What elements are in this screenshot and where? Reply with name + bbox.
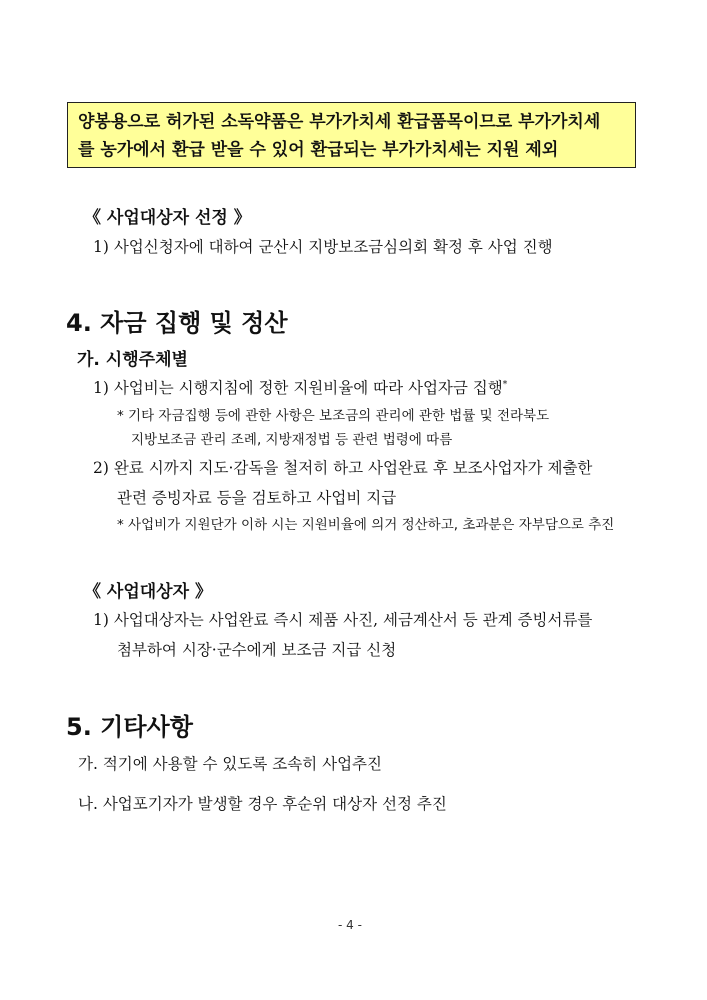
note-1-line-1: * 기타 자금집행 등에 관한 사항은 보조금의 관리에 관한 법률 및 전라북도 xyxy=(117,408,550,424)
footnote-mark: * xyxy=(502,379,508,390)
section-5-item-ga: 가. 적기에 사용할 수 있도록 조속히 사업추진 xyxy=(78,755,383,773)
section-4-item-2-line-2: 관련 증빙자료 등을 검토하고 사업비 지급 xyxy=(117,489,397,507)
section-5-heading: 5. 기타사항 xyxy=(66,713,193,741)
note-1-line-2: 지방보조금 관리 조례, 지방재정법 등 관련 법령에 따름 xyxy=(131,432,453,448)
selection-item-1: 1) 사업신청자에 대하여 군산시 지방보조금심의회 확정 후 사업 진행 xyxy=(93,238,553,256)
section-4-heading: 4. 자금 집행 및 정산 xyxy=(66,309,288,337)
page-number: - 4 - xyxy=(338,918,362,932)
notice-line-1: 양봉용으로 허가된 소독약품은 부가가치세 환급품목이므로 부가가치세 xyxy=(78,112,601,132)
section-5-item-na: 나. 사업포기자가 발생할 경우 후순위 대상자 선정 추진 xyxy=(78,795,447,813)
section-4-item-2-line-1: 2) 완료 시까지 지도·감독을 철저히 하고 사업완료 후 보조사업자가 제출한 xyxy=(93,459,593,477)
notice-line-2: 를 농가에서 환급 받을 수 있어 환급되는 부가가치세는 지원 제외 xyxy=(78,140,559,160)
target-item-1-line-1: 1) 사업대상자는 사업완료 즉시 제품 사진, 세금계산서 등 관계 증빙서류를 xyxy=(93,611,593,629)
note-2: * 사업비가 지원단가 이하 시는 지원비율에 의거 정산하고, 초과분은 자부담으로 추진 xyxy=(117,517,615,533)
section-4-subheading: 가. 시행주체별 xyxy=(77,350,188,370)
target-title: 《 사업대상자 》 xyxy=(84,582,212,602)
selection-title: 《 사업대상자 선정 》 xyxy=(84,208,251,228)
notice-box xyxy=(67,102,636,168)
section-4-item-1-text: 1) 사업비는 시행지침에 정한 지원비율에 따라 사업자금 집행 xyxy=(93,379,503,397)
section-4-item-1 xyxy=(93,376,507,398)
target-item-1-line-2: 첨부하여 시장·군수에게 보조금 지급 신청 xyxy=(117,641,397,659)
